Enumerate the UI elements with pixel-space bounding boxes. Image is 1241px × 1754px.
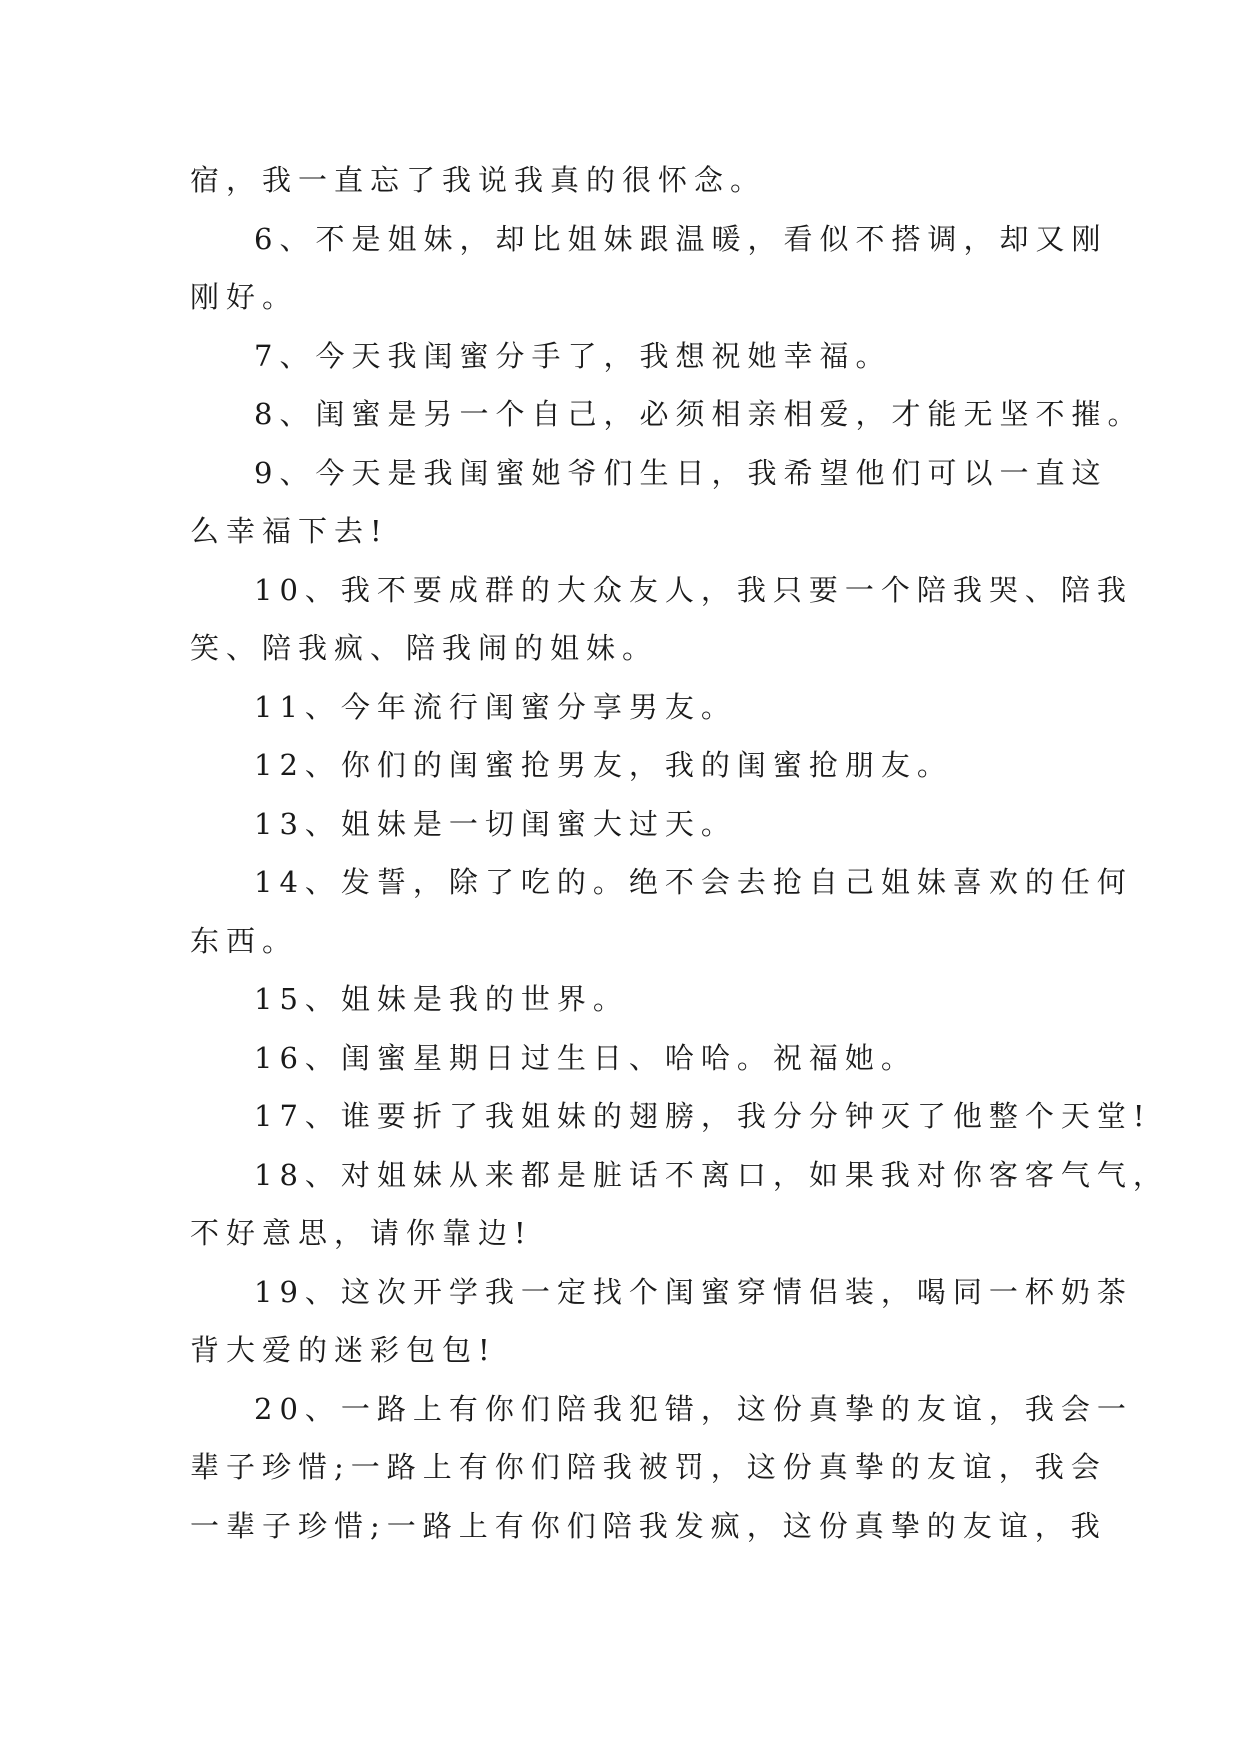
body-text xyxy=(190,151,1169,1555)
text-line: 11、今年流行闺蜜分享男友。 xyxy=(254,689,737,724)
text-line: 12、你们的闺蜜抢男友，我的闺蜜抢朋友。 xyxy=(254,748,953,782)
text-line: 6、不是姐妹，却比姐妹跟温暖，看似不搭调，却又刚 xyxy=(254,221,1108,256)
text-line: 辈子珍惜;一路上有你们陪我被罚，这份真挚的友谊，我会 xyxy=(190,1450,1107,1484)
text-line: 15、姐妹是我的世界。 xyxy=(254,982,629,1016)
text-line: 笑、陪我疯、陪我闹的姐妹。 xyxy=(190,631,659,665)
text-line: 10、我不要成群的大众友人，我只要一个陪我哭、陪我 xyxy=(254,572,1133,607)
text-line: 东西。 xyxy=(190,923,299,958)
text-line: 么幸福下去! xyxy=(190,514,389,548)
text-line: 刚好。 xyxy=(190,280,299,314)
text-line: 13、姐妹是一切闺蜜大过天。 xyxy=(254,806,737,841)
text-line: 背大爱的迷彩包包! xyxy=(190,1333,497,1367)
text-line: 8、闺蜜是另一个自己，必须相亲相爱，才能无坚不摧。 xyxy=(254,397,1144,431)
text-line: 一辈子珍惜;一路上有你们陪我发疯，这份真挚的友谊，我 xyxy=(190,1508,1107,1543)
text-line: 20、一路上有你们陪我犯错，这份真挚的友谊，我会一 xyxy=(254,1391,1133,1426)
text-line: 18、对姐妹从来都是脏话不离口，如果我对你客客气气， xyxy=(254,1157,1169,1192)
text-line: 9、今天是我闺蜜她爷们生日，我希望他们可以一直这 xyxy=(254,455,1108,490)
text-line: 19、这次开学我一定找个闺蜜穿情侣装，喝同一杯奶茶 xyxy=(254,1274,1133,1309)
text-line: 宿，我一直忘了我说我真的很怀念。 xyxy=(190,163,767,197)
text-line: 17、谁要折了我姐妹的翅膀，我分分钟灭了他整个天堂! xyxy=(254,1099,1152,1133)
text-line: 不好意思，请你靠边! xyxy=(190,1216,533,1250)
text-line: 14、发誓，除了吃的。绝不会去抢自己姐妹喜欢的任何 xyxy=(254,865,1133,899)
text-line: 7、今天我闺蜜分手了，我想祝她幸福。 xyxy=(254,338,892,373)
text-line: 16、闺蜜星期日过生日、哈哈。祝福她。 xyxy=(254,1040,917,1075)
